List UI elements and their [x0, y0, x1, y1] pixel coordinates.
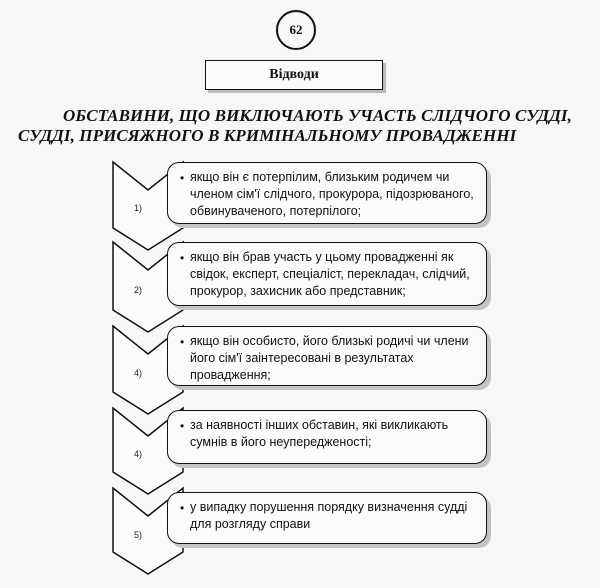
item-text-4: за наявності інших обставин, які викликають сумнів в його неупередженості;: [190, 418, 449, 449]
bullet-icon: •: [180, 501, 185, 515]
item-number-4: 4): [134, 449, 143, 459]
bullet-icon: •: [180, 335, 185, 349]
heading-line-2: СУДДІ, ПРИСЯЖНОГО В КРИМІНАЛЬНОМУ ПРОВАДЖЕННІ: [18, 126, 517, 145]
item-box-2: [167, 242, 487, 306]
item-number-3: 4): [134, 368, 143, 378]
page-number: 62: [289, 22, 303, 37]
bullet-icon: •: [180, 251, 185, 265]
item-number-1: 1): [134, 203, 143, 213]
item-text-5: у випадку порушення порядку визначення судді для розгляду справи: [190, 500, 468, 531]
section-title: Відводи: [269, 67, 319, 82]
item-number-5: 5): [134, 530, 143, 540]
item-text-2: якщо він брав участь у цьому провадженні як свідок, експерт, спеціаліст, перекладач, слідчий, прокурор, захисник або представник;: [190, 250, 470, 298]
item-text-1: якщо він є потерпілим, близьким родичем чи членом сім'ї слідчого, прокурора, підозрюваного, обвинуваченого, потерпілого;: [190, 170, 474, 218]
heading-line-1: ОБСТАВИНИ, ЩО ВИКЛЮЧАЮТЬ УЧАСТЬ СЛІДЧОГО СУДДІ,: [63, 106, 572, 125]
item-box-5: [167, 492, 487, 544]
item-box-4: [167, 410, 487, 464]
item-number-2: 2): [134, 285, 143, 295]
bullet-icon: •: [180, 419, 185, 433]
item-box-3: [167, 326, 487, 386]
item-text-3: якщо він особисто, його близькі родичі чи члени його сім'ї заінтересовані в результатах провадження;: [190, 334, 469, 382]
item-box-1: [167, 162, 487, 224]
bullet-icon: •: [180, 171, 185, 185]
